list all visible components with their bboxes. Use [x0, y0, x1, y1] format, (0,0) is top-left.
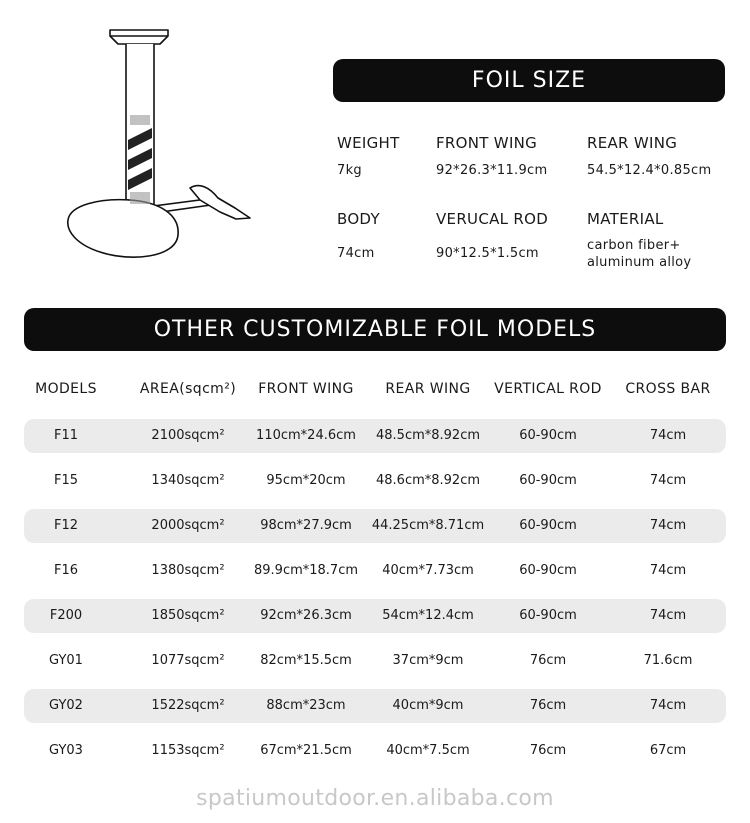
- col-header-models: MODELS: [35, 381, 97, 397]
- cell-vertical-rod: 60-90cm: [519, 428, 577, 443]
- cell-area: 1340sqcm²: [151, 473, 225, 488]
- cell-rear-wing: 48.5cm*8.92cm: [375, 428, 481, 443]
- cell-rear-wing: 40cm*9cm: [392, 698, 464, 713]
- cell-cross-bar: 74cm: [649, 428, 687, 443]
- spec-front-wing-value: 92*26.3*11.9cm: [436, 163, 548, 178]
- cell-cross-bar: 74cm: [649, 563, 687, 578]
- cell-front-wing: 92cm*26.3cm: [260, 608, 352, 623]
- cell-front-wing: 95cm*20cm: [266, 473, 346, 488]
- col-header-area: AREA(sqcm²): [139, 381, 237, 397]
- cell-model: F12: [53, 518, 79, 533]
- table-row: [24, 689, 726, 723]
- cell-area: 1380sqcm²: [151, 563, 225, 578]
- cell-vertical-rod: 76cm: [529, 653, 567, 668]
- cell-vertical-rod: 60-90cm: [519, 563, 577, 578]
- cell-rear-wing: 48.6cm*8.92cm: [375, 473, 481, 488]
- col-header-vertical-rod: VERTICAL ROD: [494, 381, 602, 397]
- cell-area: 1153sqcm²: [151, 743, 225, 758]
- cell-front-wing: 82cm*15.5cm: [260, 653, 352, 668]
- cell-model: GY03: [49, 743, 83, 758]
- table-row: [24, 644, 726, 678]
- cell-cross-bar: 74cm: [649, 473, 687, 488]
- foil-size-banner: [333, 59, 725, 102]
- col-header-rear-wing: REAR WING: [385, 381, 471, 397]
- table-row: [24, 554, 726, 588]
- cell-vertical-rod: 60-90cm: [519, 608, 577, 623]
- col-header-cross-bar: CROSS BAR: [625, 381, 711, 397]
- table-row: [24, 734, 726, 768]
- cell-front-wing: 98cm*27.9cm: [260, 518, 352, 533]
- spec-body-label: BODY: [337, 210, 380, 228]
- cell-front-wing: 88cm*23cm: [266, 698, 346, 713]
- hydrofoil-illustration: [60, 20, 260, 270]
- cell-model: F200: [49, 608, 83, 623]
- cell-vertical-rod: 76cm: [529, 743, 567, 758]
- col-header-front-wing: FRONT WING: [258, 381, 354, 397]
- table-header: [24, 372, 726, 406]
- cell-cross-bar: 74cm: [649, 518, 687, 533]
- cell-rear-wing: 54cm*12.4cm: [382, 608, 474, 623]
- cell-cross-bar: 67cm: [649, 743, 687, 758]
- cell-front-wing: 67cm*21.5cm: [260, 743, 352, 758]
- spec-rear-wing-value: 54.5*12.4*0.85cm: [587, 163, 712, 178]
- table-row: [24, 599, 726, 633]
- models-title: OTHER CUSTOMIZABLE FOIL MODELS: [153, 317, 597, 342]
- cell-rear-wing: 40cm*7.73cm: [382, 563, 474, 578]
- cell-cross-bar: 74cm: [649, 608, 687, 623]
- spec-front-wing-label: FRONT WING: [436, 134, 538, 152]
- foil-size-title: FOIL SIZE: [471, 68, 587, 93]
- cell-rear-wing: 37cm*9cm: [392, 653, 464, 668]
- cell-rear-wing: 44.25cm*8.71cm: [371, 518, 485, 533]
- cell-front-wing: 110cm*24.6cm: [256, 428, 356, 443]
- cell-model: F15: [53, 473, 79, 488]
- cell-model: GY01: [49, 653, 83, 668]
- cell-area: 1850sqcm²: [151, 608, 225, 623]
- spec-weight-value: 7kg: [337, 163, 362, 178]
- models-banner: [24, 308, 726, 351]
- cell-rear-wing: 40cm*7.5cm: [386, 743, 470, 758]
- table-row: [24, 464, 726, 498]
- cell-front-wing: 89.9cm*18.7cm: [253, 563, 359, 578]
- cell-vertical-rod: 60-90cm: [519, 518, 577, 533]
- spec-material-label: MATERIAL: [587, 210, 664, 228]
- spec-rear-wing-label: REAR WING: [587, 134, 678, 152]
- cell-vertical-rod: 60-90cm: [519, 473, 577, 488]
- table-row: [24, 509, 726, 543]
- cell-area: 1077sqcm²: [151, 653, 225, 668]
- cell-model: F16: [53, 563, 79, 578]
- spec-weight-label: WEIGHT: [337, 134, 400, 152]
- cell-area: 1522sqcm²: [151, 698, 225, 713]
- spec-vertical-rod-label: VERUCAL ROD: [436, 210, 549, 228]
- cell-model: GY02: [49, 698, 83, 713]
- spec-body-value: 74cm: [337, 246, 375, 261]
- cell-area: 2000sqcm²: [151, 518, 225, 533]
- table-row: [24, 419, 726, 453]
- spec-material-value: carbon fiber+ aluminum alloy: [587, 238, 692, 270]
- models-table: [24, 372, 726, 779]
- spec-vertical-rod-value: 90*12.5*1.5cm: [436, 246, 539, 261]
- cell-area: 2100sqcm²: [151, 428, 225, 443]
- watermark-text: spatiumoutdoor.en.alibaba.com: [196, 786, 554, 811]
- cell-vertical-rod: 76cm: [529, 698, 567, 713]
- cell-cross-bar: 74cm: [649, 698, 687, 713]
- cell-cross-bar: 71.6cm: [643, 653, 693, 668]
- cell-model: F11: [53, 428, 79, 443]
